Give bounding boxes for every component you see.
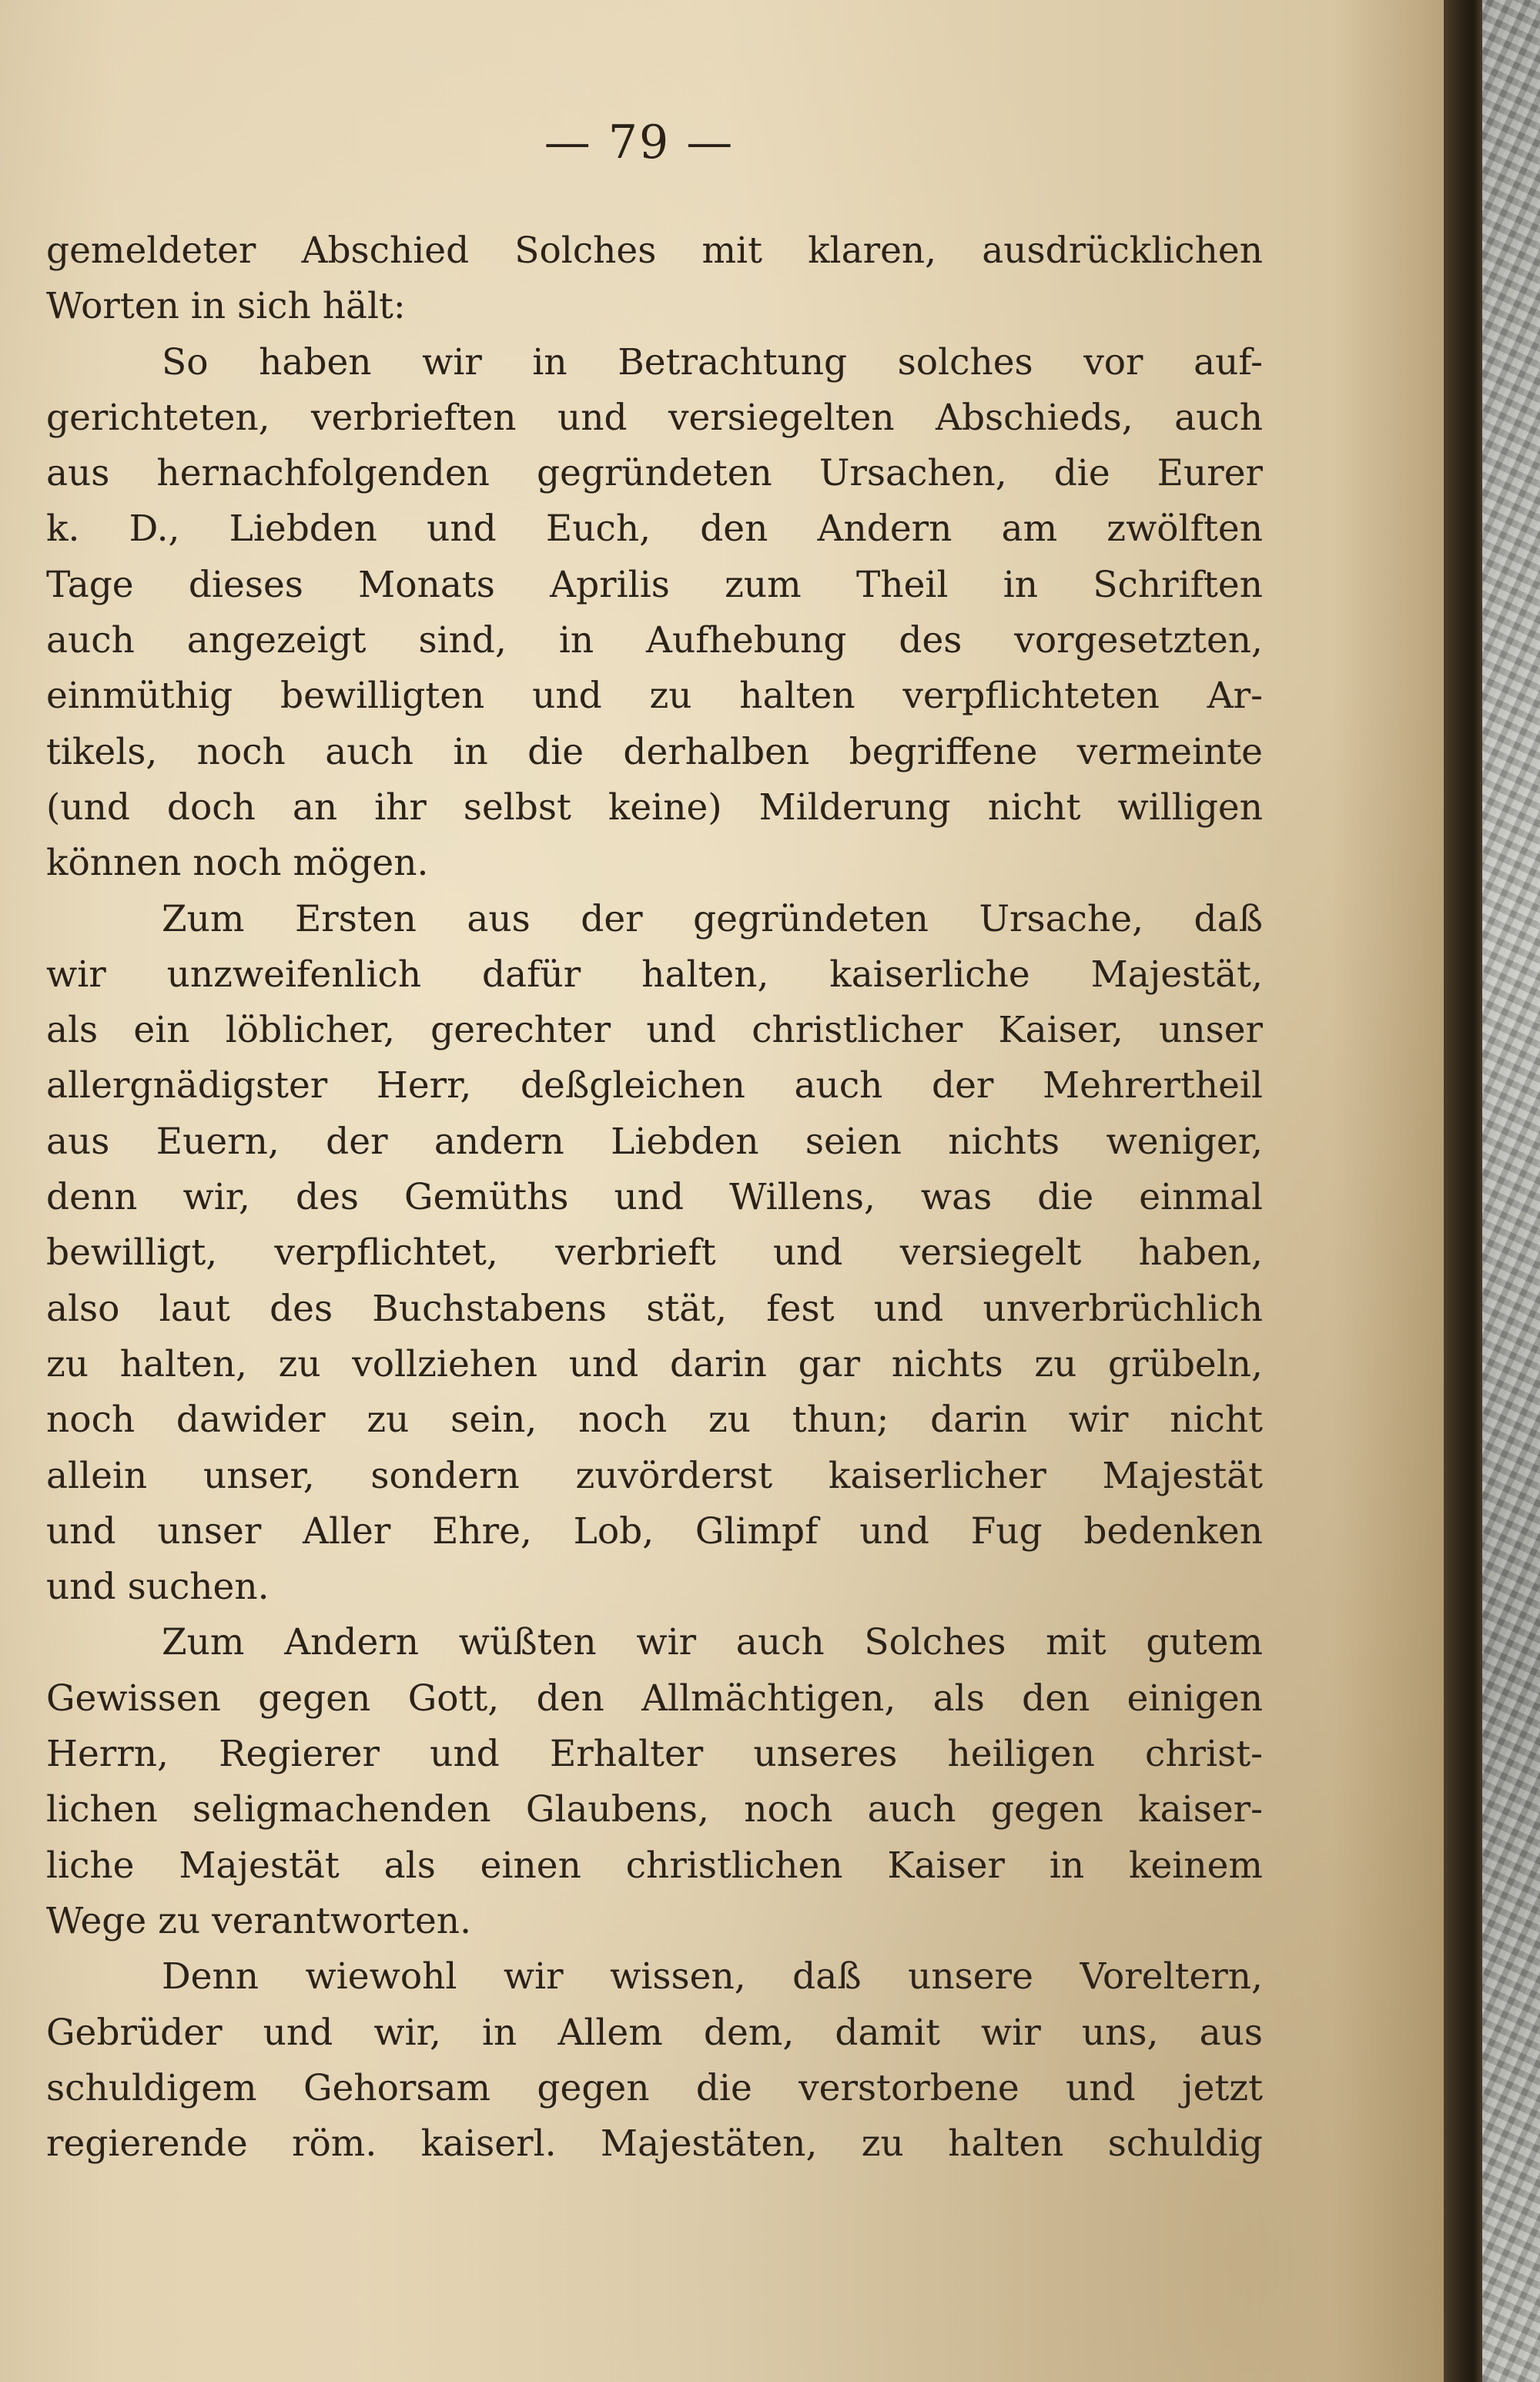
text-line: aus Euern, der andern Liebden seien nichts weniger,	[46, 1120, 1263, 1163]
text-line: bewilligt, verpflichtet, verbrieft und versiegelt haben,	[46, 1231, 1263, 1275]
text-line: Zum Ersten aus der gegründeten Ursache, daß	[162, 897, 1263, 940]
text-line: Tage dieses Monats Aprilis zum Theil in Schriften	[46, 563, 1263, 606]
text-line: Wege zu verantworten.	[46, 1899, 472, 1942]
text-line: Worten in sich hält:	[46, 285, 406, 328]
text-line: wir unzweifenlich dafür halten, kaiserliche Majestät,	[46, 953, 1263, 996]
page-number: — 79 —	[544, 116, 735, 169]
text-line: k. D., Liebden und Euch, den Andern am zwölften	[46, 508, 1263, 551]
text-line: Gewissen gegen Gott, den Allmächtigen, als den einigen	[46, 1677, 1263, 1720]
text-line: allein unser, sondern zuvörderst kaiserlicher Majestät	[46, 1454, 1263, 1497]
text-line: schuldigem Gehorsam gegen die verstorbene und jetzt	[46, 2066, 1263, 2109]
marbled-edge	[1482, 0, 1540, 2382]
text-line: tikels, noch auch in die derhalben begriffene vermeinte	[46, 730, 1263, 773]
body-text	[46, 223, 1263, 2172]
text-line: liche Majestät als einen christlichen Kaiser in keinem	[46, 1844, 1263, 1887]
text-line: zu halten, zu vollziehen und darin gar nichts zu grübeln,	[46, 1342, 1263, 1385]
text-line: lichen seligmachenden Glaubens, noch auch gegen kaiser-	[46, 1788, 1263, 1831]
text-line: Denn wiewohl wir wissen, daß unsere Voreltern,	[162, 1955, 1263, 1998]
text-line: (und doch an ihr selbst keine) Milderung nicht willigen	[46, 786, 1263, 829]
text-line: So haben wir in Betrachtung solches vor auf-	[162, 340, 1263, 384]
text-line: und unser Aller Ehre, Lob, Glimpf und Fug bedenken	[46, 1509, 1263, 1553]
text-line: also laut des Buchstabens stät, fest und unverbrüchlich	[46, 1287, 1263, 1330]
text-line: Gebrüder und wir, in Allem dem, damit wir uns, aus	[46, 2011, 1263, 2054]
text-line: allergnädigster Herr, deßgleichen auch der Mehrertheil	[46, 1064, 1263, 1107]
text-line: können noch mögen.	[46, 842, 429, 885]
book-binding	[1444, 0, 1486, 2382]
text-line: und suchen.	[46, 1566, 270, 1609]
text-line: einmüthig bewilligten und zu halten verpflichteten Ar-	[46, 675, 1263, 718]
text-line: regierende röm. kaiserl. Majestäten, zu halten schuldig	[46, 2122, 1263, 2166]
text-line: denn wir, des Gemüths und Willens, was die einmal	[46, 1176, 1263, 1219]
text-line: Herrn, Regierer und Erhalter unseres heiligen christ-	[46, 1733, 1263, 1776]
text-line: Zum Andern wüßten wir auch Solches mit gutem	[162, 1621, 1263, 1664]
text-line: auch angezeigt sind, in Aufhebung des vorgesetzten,	[46, 619, 1263, 662]
text-line: als ein löblicher, gerechter und christlicher Kaiser, unser	[46, 1009, 1263, 1052]
text-line: gerichteten, verbrieften und versiegelten Abschieds, auch	[46, 396, 1263, 439]
text-line: aus hernachfolgenden gegründeten Ursachen, die Eurer	[46, 452, 1263, 495]
text-line: gemeldeter Abschied Solches mit klaren, ausdrücklichen	[46, 229, 1263, 272]
text-line: noch dawider zu sein, noch zu thun; darin wir nicht	[46, 1399, 1263, 1442]
